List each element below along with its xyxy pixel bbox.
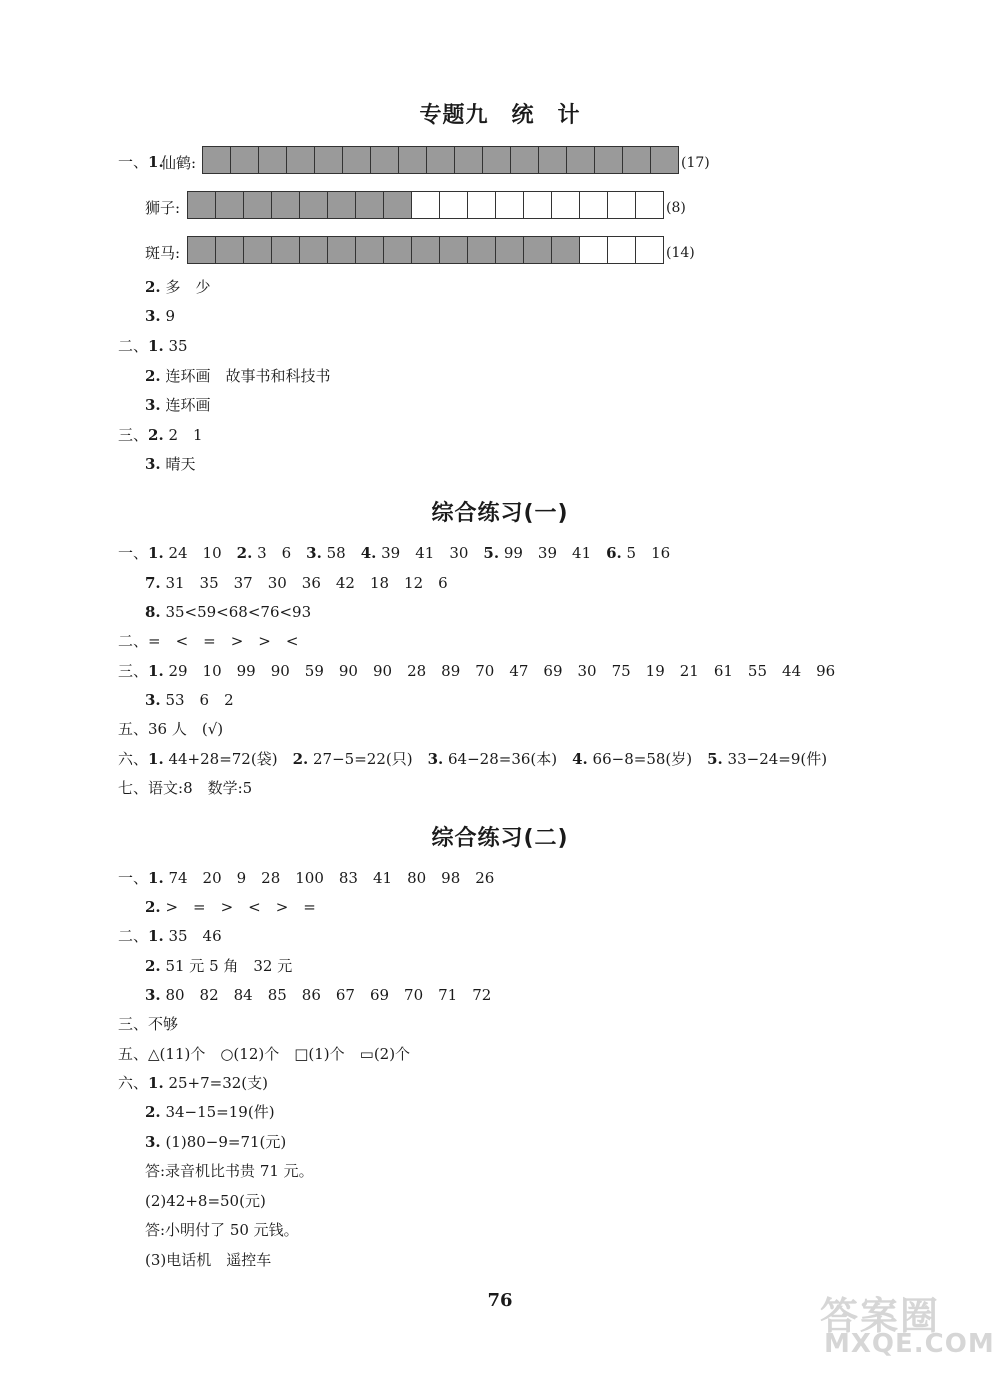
question-prefix: 六、 [118, 1074, 149, 1092]
answer-line [145, 1161, 314, 1181]
question-number: 3. [145, 986, 161, 1004]
bar-cell-filled [216, 192, 244, 218]
answer-text: 晴天 [160, 455, 196, 473]
bar-cell-filled [356, 192, 384, 218]
answer-text: 80 82 84 85 86 67 69 70 71 72 [160, 986, 492, 1004]
watermark-logo [820, 1285, 995, 1365]
question-number: 3. [145, 455, 161, 473]
question-number: 5. [707, 750, 723, 768]
question-number: 1. [148, 662, 164, 680]
bar-count: (17) [681, 155, 710, 171]
answer-text: 连环画 故事书和科技书 [160, 367, 331, 385]
question-prefix: 六、 [118, 750, 149, 768]
bar-cell-empty [580, 237, 608, 263]
watermark-text-bottom: MXQE.COM [824, 1329, 995, 1359]
answer-line [118, 926, 222, 946]
watermark-text-top: 答案圈 [820, 1294, 941, 1338]
question-number: 2. [145, 1103, 161, 1121]
bar-cell-empty [496, 192, 524, 218]
bar-cell-filled [244, 237, 272, 263]
answer-text: 多 少 [160, 278, 211, 296]
answer-line [145, 306, 175, 326]
answer-line [118, 336, 188, 356]
bar-cell-filled [651, 147, 678, 173]
answer-line [145, 1191, 266, 1211]
answer-text: 29 10 99 90 59 90 90 28 89 70 47 69 30 75 19 21 61 55 44 96 [163, 662, 836, 680]
bar-cells [187, 236, 664, 264]
question-number: 3. [427, 750, 444, 768]
question-number: 3. [145, 396, 161, 414]
answer-line [145, 690, 234, 710]
answer-text: = < = > > < [148, 632, 299, 650]
answer-line [118, 631, 298, 651]
answer-line [145, 1250, 271, 1270]
question-prefix: 一、 [118, 869, 149, 887]
answer-text: 24 10 [163, 544, 237, 562]
answer-text: 27−5=22(只) [308, 750, 428, 768]
bar-cell-filled [468, 237, 496, 263]
bar-cell-filled [328, 192, 356, 218]
bar-cell-filled [188, 192, 216, 218]
question-number: 5. [483, 544, 500, 562]
answer-text: 语文:8 数学:5 [148, 779, 253, 797]
answer-text: 33−24=9(件) [722, 750, 828, 768]
answer-line [118, 661, 835, 681]
bar-cell-empty [636, 237, 663, 263]
question-prefix: 二、 [118, 337, 149, 355]
answer-line [145, 573, 448, 593]
bar-cell-filled [287, 147, 315, 173]
bar-cell-filled [455, 147, 483, 173]
question-number: 2. [236, 544, 253, 562]
bar-cell-empty [636, 192, 663, 218]
question-prefix: 二、 [118, 632, 149, 650]
answer-text: 44+28=72(袋) [163, 750, 293, 768]
bar-cell-filled [300, 192, 328, 218]
answer-text: 74 20 9 28 100 83 41 80 98 26 [163, 869, 495, 887]
bar-label: 狮子: [145, 199, 181, 217]
bar-cell-filled [384, 192, 412, 218]
bar-cell-empty [580, 192, 608, 218]
question-prefix: 三、 [118, 1015, 149, 1033]
answer-text: 31 35 37 30 36 42 18 12 6 [160, 574, 448, 592]
answer-text: △(11)个 ○(12)个 □(1)个 ▭(2)个 [148, 1045, 411, 1063]
bar-cell-filled [328, 237, 356, 263]
answer-text: 35 46 [163, 927, 222, 945]
question-number: 8. [145, 603, 161, 621]
answer-text: 99 39 41 [499, 544, 607, 562]
question-number: 1. [148, 750, 164, 768]
question-number: 3. [145, 691, 161, 709]
question-number: 6. [606, 544, 622, 562]
question-prefix: 五、 [118, 720, 149, 738]
answer-line [145, 1132, 286, 1152]
answer-line [118, 1073, 268, 1093]
question-number: 7. [145, 574, 161, 592]
bar-cell-filled [203, 147, 231, 173]
bar-cell-empty [440, 192, 468, 218]
bar-cell-empty [524, 192, 552, 218]
answer-line [145, 366, 330, 386]
answer-line [145, 454, 195, 474]
question-number: 3. [145, 307, 161, 325]
answer-line [145, 956, 292, 976]
question-prefix: 五、 [118, 1045, 149, 1063]
bar-cell-filled [440, 237, 468, 263]
bar-cell-filled [552, 237, 580, 263]
bar-cell-empty [468, 192, 496, 218]
answer-line [118, 868, 494, 888]
bar-count: (14) [666, 245, 695, 261]
answer-text: 35<59<68<76<93 [160, 603, 312, 621]
bar-cell-filled [315, 147, 343, 173]
answer-text: 不够 [148, 1015, 179, 1033]
bar-cells [202, 146, 679, 174]
answer-line [118, 778, 252, 798]
question-number: 1. [148, 544, 164, 562]
answer-text: 36 人 (√) [148, 720, 224, 738]
answer-text: 25+7=32(支) [163, 1074, 269, 1092]
bar-cell-empty [608, 192, 636, 218]
answer-line [145, 277, 210, 297]
question-number: 2. [148, 426, 164, 444]
answer-text: 53 6 2 [160, 691, 234, 709]
bar-cell-empty [608, 237, 636, 263]
answer-text: 58 [321, 544, 361, 562]
answer-line [145, 985, 491, 1005]
bar-cell-filled [524, 237, 552, 263]
section-title-statistics: 专题九 统 计 [419, 103, 581, 128]
answer-text: 答:小明付了 50 元钱。 [145, 1221, 299, 1239]
answer-text: 连环画 [160, 396, 211, 414]
answer-text: 35 [163, 337, 188, 355]
answer-text: 34−15=19(件) [160, 1103, 275, 1121]
page-number: 76 [487, 1290, 513, 1311]
bar-label: 斑马: [145, 244, 181, 262]
answer-line [118, 719, 223, 739]
section-title-practice-1: 综合练习(一) [431, 501, 569, 526]
question-prefix: 三、 [118, 662, 149, 680]
question-prefix: 二、 [118, 927, 149, 945]
bar-cell-filled [539, 147, 567, 173]
answer-line [145, 897, 316, 917]
answer-text: 2 1 [163, 426, 203, 444]
answer-line [118, 543, 670, 563]
bar-cell-filled [567, 147, 595, 173]
bar-cell-filled [412, 237, 440, 263]
bar-cell-empty [412, 192, 440, 218]
answer-text: 5 16 [621, 544, 671, 562]
answer-text: 39 41 30 [376, 544, 484, 562]
bar-cell-filled [244, 192, 272, 218]
bar-cell-empty [552, 192, 580, 218]
bar-cell-filled [188, 237, 216, 263]
question-number: 3. [145, 1133, 161, 1151]
answer-line [118, 425, 203, 445]
bar-cell-filled [272, 192, 300, 218]
question-number: 3. [306, 544, 322, 562]
question-number: 1. [148, 927, 164, 945]
answer-text: 9 [160, 307, 175, 325]
bar-cell-filled [356, 237, 384, 263]
answer-text: (1)80−9=71(元) [160, 1133, 287, 1151]
answer-line [145, 602, 311, 622]
bar-cell-filled [427, 147, 455, 173]
bar-cell-filled [272, 237, 300, 263]
question-number: 2. [145, 898, 161, 916]
bar-cell-filled [231, 147, 259, 173]
answer-line [118, 1044, 410, 1064]
bar-cell-filled [595, 147, 623, 173]
question-number: 2. [145, 957, 161, 975]
bar-label: 仙鹤: [161, 154, 197, 172]
answer-text: (3)电话机 遥控车 [145, 1251, 272, 1269]
answer-line [145, 1102, 275, 1122]
answer-text: 3 6 [252, 544, 307, 562]
bar-cell-filled [300, 237, 328, 263]
answer-text: (2)42+8=50(元) [145, 1192, 266, 1210]
question-number: 2. [292, 750, 309, 768]
answer-line [118, 1014, 178, 1034]
question-prefix: 一、 [118, 544, 149, 562]
bar-cells [187, 191, 664, 219]
question-number: 2. [145, 367, 161, 385]
bar-count: (8) [666, 200, 686, 216]
bar-cell-filled [384, 237, 412, 263]
question-number: 4. [572, 750, 588, 768]
answer-text: 51 元 5 角 32 元 [160, 957, 293, 975]
bar-cell-filled [399, 147, 427, 173]
question-number: 4. [360, 544, 377, 562]
bar-cell-filled [623, 147, 651, 173]
question-number: 1. [148, 869, 164, 887]
section-title-practice-2: 综合练习(二) [431, 826, 569, 851]
bar-cell-filled [343, 147, 371, 173]
answer-text: 64−28=36(本) [443, 750, 573, 768]
answer-line [118, 749, 827, 769]
bar-cell-filled [511, 147, 539, 173]
answer-line [145, 1220, 299, 1240]
bar-cell-filled [371, 147, 399, 173]
question-number: 2. [145, 278, 161, 296]
answer-text: > = > < > = [160, 898, 316, 916]
answer-text: 答:录音机比书贵 71 元。 [145, 1162, 314, 1180]
bar-cell-filled [216, 237, 244, 263]
bar-cell-filled [496, 237, 524, 263]
answer-line [145, 395, 210, 415]
bar-cell-filled [483, 147, 511, 173]
answer-text: 66−8=58(岁) [587, 750, 708, 768]
bar-cell-filled [259, 147, 287, 173]
question-number: 1. [148, 1074, 164, 1092]
question-number: 1. [148, 337, 164, 355]
question-prefix: 一、1. [118, 153, 164, 171]
question-prefix: 七、 [118, 779, 149, 797]
question-prefix: 三、 [118, 426, 149, 444]
